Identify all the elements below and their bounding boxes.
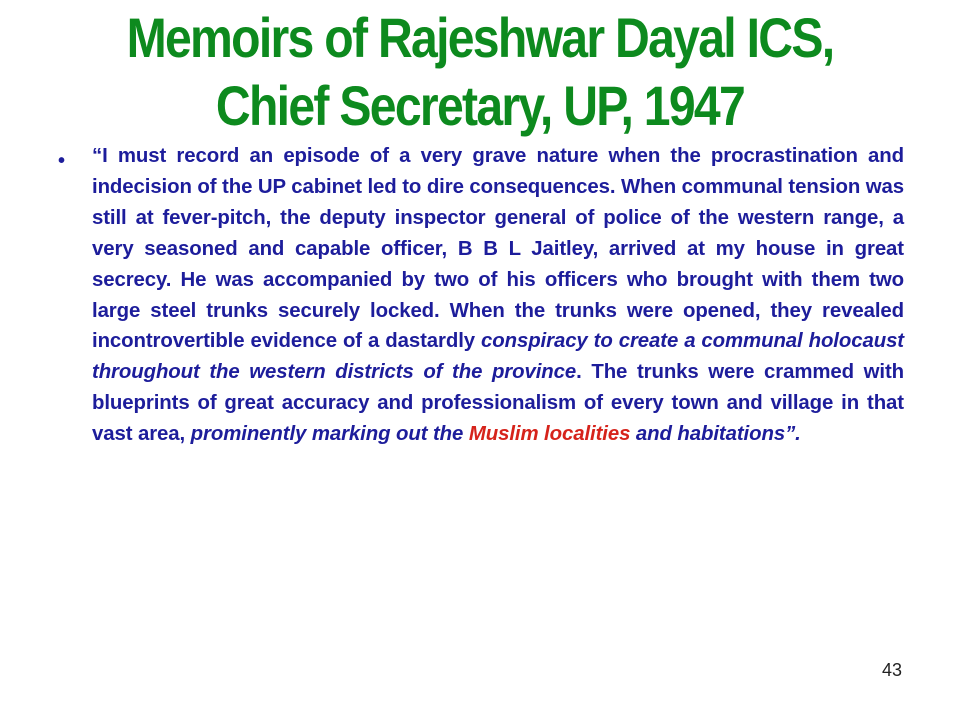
quote-emphasis-habitations: and habitations”. [630, 423, 801, 446]
quote-text-2: . The trunks were crammed with blueprints of great accuracy and professionalism of every town and village in that vast area, [92, 361, 904, 446]
slide-title [102, 4, 859, 140]
quote-emphasis-marking: prominently marking out the [190, 423, 469, 446]
page-number: 43 [881, 660, 902, 680]
quote-text-1: “I must record an episode of a very grave nature when the procrastination and indecision of the UP cabinet led to dire consequences. When communal tension was still at fever-pitch, the deputy inspector general of police of the western range, a very seasoned and capable officer, B B L Jaitley, arrived at my house in great secrecy. He was accompanied by two of his officers who brought with them two large steel trunks securely locked. When the trunks were opened, they revealed incontrovertible evidence of a dastardly [92, 145, 904, 353]
quote-emphasis-conspiracy: conspiracy to create a communal holocaust throughout the western districts of the province [92, 330, 904, 384]
quote-paragraph [92, 141, 904, 450]
title-line-1: Memoirs of Rajeshwar Dayal ICS, [126, 6, 834, 69]
title-line-2: Chief Secretary, UP, 1947 [215, 74, 745, 137]
bullet-icon: • [58, 150, 66, 172]
quote-highlight-muslim-localities: Muslim localities [468, 423, 631, 446]
